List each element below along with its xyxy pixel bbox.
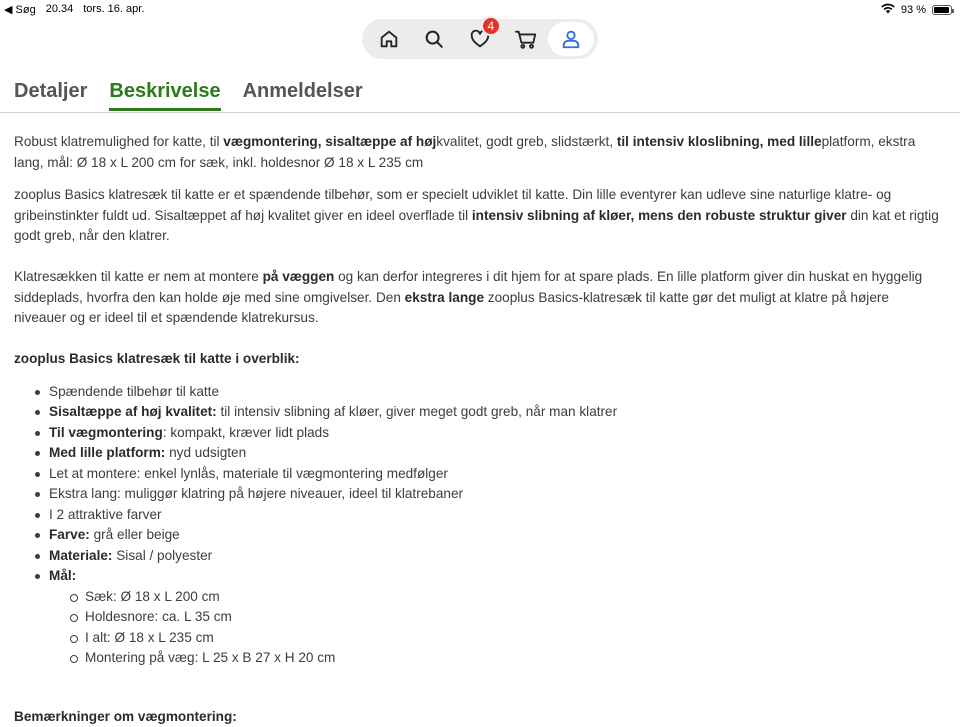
list-item: Let at montere: enkel lynlås, materiale til vægmontering medfølger	[14, 464, 944, 485]
search-button[interactable]	[412, 22, 458, 56]
product-tabs	[14, 80, 363, 110]
list-item: Montering på væg: L 25 x B 27 x H 20 cm	[49, 648, 944, 669]
para1-text-2: din kat et rigtig godt greb, når den klatrer.	[14, 207, 939, 243]
list-item: I alt: Ø 18 x L 235 cm	[49, 628, 944, 649]
list-item: Spændende tilbehør til katte	[14, 382, 944, 403]
list-item: Til vægmontering: kompakt, kræver lidt plads	[14, 423, 944, 444]
list-item: Sisaltæppe af høj kvalitet: til intensiv slibning af kløer, giver meget godt greb, når man klatrer	[14, 402, 944, 423]
cart-icon	[514, 28, 538, 50]
account-button[interactable]	[548, 22, 594, 56]
top-navigation	[362, 19, 598, 59]
para1-bold-1: intensiv slibning af kløer, mens den robuste struktur giver	[471, 207, 847, 223]
list-item: Materiale: Sisal / polyester	[14, 546, 944, 567]
description-paragraph-1	[14, 185, 944, 247]
tab-description[interactable]: Beskrivelse	[109, 80, 220, 110]
cart-button[interactable]	[503, 22, 549, 56]
para2-text-2: og kan derfor integreres i dit hjem for at spare plads. En lille platform giver din huskat en hyggelig siddeplads, hvorfra den kan holde øje med sine omgivelser. Den	[14, 269, 923, 305]
intro-bold-2: til intensiv kloslibning, med lille	[616, 134, 822, 149]
tab-details[interactable]: Detaljer	[14, 80, 88, 102]
battery-fill	[934, 7, 949, 13]
para2-text-1: Klatresækken til katte er nem at montere	[14, 269, 263, 284]
wifi-icon	[881, 3, 895, 17]
overview-heading: zooplus Basics klatresæk til katte i overblik:	[14, 351, 300, 366]
tab-reviews[interactable]: Anmeldelser	[242, 80, 363, 102]
wall-mounting-heading: Bemærkninger om vægmontering:	[14, 708, 237, 724]
list-item: I 2 attraktive farver	[14, 505, 944, 526]
list-item: Med lille platform: nyd udsigten	[14, 443, 944, 464]
description-paragraph-2	[14, 267, 944, 329]
battery-percentage: 93 %	[900, 4, 926, 16]
home-button[interactable]	[366, 22, 412, 56]
search-icon	[423, 28, 445, 50]
list-item: Ekstra lang: muliggør klatring på højere niveauer, ideel til klatrebaner	[14, 484, 944, 505]
feature-list	[14, 382, 944, 669]
para2-bold-2: ekstra lange	[404, 289, 485, 305]
home-icon	[378, 28, 400, 50]
description-content	[14, 132, 944, 727]
intro-bold-1: vægmontering, sisaltæppe af høj	[223, 134, 437, 149]
intro-text-3: platform, ekstra lang, mål: Ø 18 x L 200 cm for sæk, inkl. holdesnor Ø 18 x L 235 cm	[14, 134, 916, 170]
status-date: tors. 16. apr.	[83, 3, 145, 15]
list-item: Holdesnore: ca. L 35 cm	[49, 607, 944, 628]
list-item: Sæk: Ø 18 x L 200 cm	[49, 587, 944, 608]
user-icon	[560, 28, 582, 50]
status-time: 20.34	[45, 3, 74, 15]
para2-text-3: zooplus Basics-klatresæk til katte gør det muligt at klatre på højere niveauer og er ideel til et spændende klatrekursus.	[14, 289, 889, 325]
list-item: Farve: grå eller beige	[14, 525, 944, 546]
tab-divider	[0, 112, 960, 113]
list-item: Mål: Sæk: Ø 18 x L 200 cm Holdesnore: ca. L 35 cm I alt: Ø 18 x L 235 cm Montering på væg: L 25 x B 27 x H 20 cm	[14, 566, 944, 669]
back-to-search-link[interactable]: ◀ Søg	[4, 4, 36, 16]
intro-paragraph	[14, 132, 944, 173]
wishlist-count-badge: 4	[481, 16, 501, 36]
status-bar	[0, 0, 960, 18]
battery-icon	[932, 5, 952, 15]
intro-text-2: kvalitet, godt greb, slidstærkt,	[436, 134, 617, 149]
intro-text-1: Robust klatremulighed for katte, til	[14, 134, 224, 149]
wishlist-button[interactable]	[457, 19, 503, 56]
para1-text-1: zooplus Basics klatresæk til katte er et spændende tilbehør, som er specielt udviklet til katte. Din lille eventyrer kan udleve sine naturlige klatre- og gribeinstinkter fuldt ud. Sisaltæppet af høj kvalitet giver en ideel overflade til	[14, 187, 892, 223]
dimensions-list	[49, 587, 944, 669]
para2-bold-1: på væggen	[262, 269, 335, 284]
